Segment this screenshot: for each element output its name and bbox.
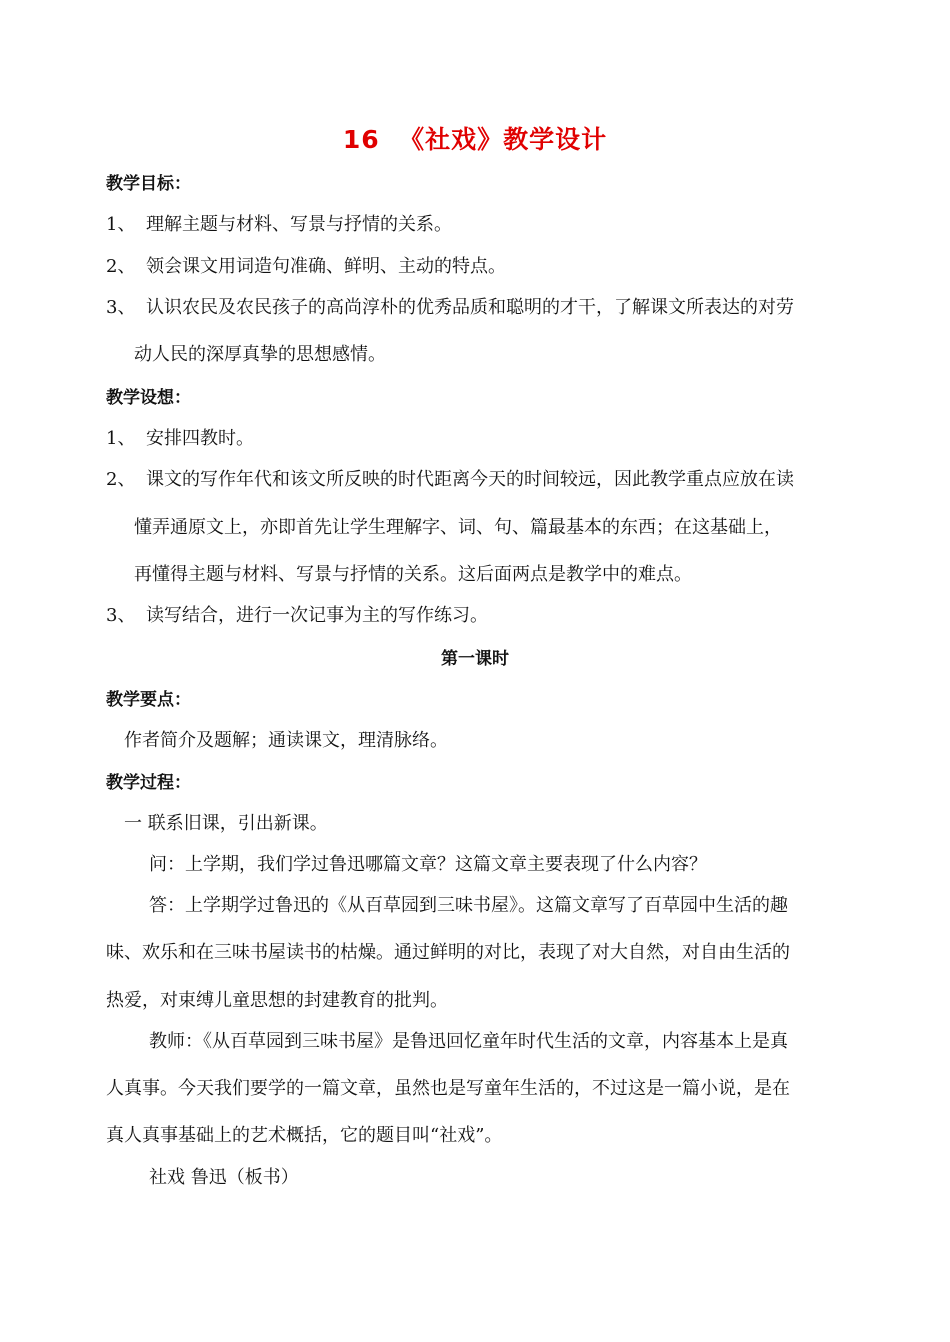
idea-item-1 [106, 427, 254, 451]
goal-number: 2、 [106, 256, 136, 277]
goal-text: 认识农民及农民孩子的高尚淳朴的优秀品质和聪明的才干，了解课文所表达的对劳 [146, 297, 794, 318]
question-text: 问：上学期，我们学过鲁迅哪篇文章？这篇文章主要表现了什么内容？ [149, 854, 707, 875]
goal-number: 1、 [106, 214, 136, 235]
keypoints-heading: 教学要点： [106, 690, 191, 710]
goal-item-2 [106, 255, 506, 279]
answer-line-1: 答：上学期学过鲁迅的《从百草园到三味书屋》。这篇文章写了百草园中生活的趣 [149, 895, 788, 916]
idea-number: 2、 [106, 469, 136, 490]
goal-item-3-continued: 动人民的深厚真挚的思想感情。 [134, 344, 386, 365]
idea-item-2 [106, 468, 794, 492]
goal-number: 3、 [106, 297, 136, 318]
goal-item-3 [106, 296, 794, 320]
idea-item-2-continued-1: 懂弄通原文上，亦即首先让学生理解字、词、句、篇最基本的东西；在这基础上， [134, 517, 782, 538]
idea-text: 安排四教时。 [146, 428, 254, 449]
process-heading: 教学过程： [106, 773, 191, 793]
process-step-1: 一 联系旧课，引出新课。 [124, 813, 328, 834]
idea-item-2-continued-2: 再懂得主题与材料、写景与抒情的关系。这后面两点是教学中的难点。 [134, 564, 692, 585]
teacher-line-2: 人真事。今天我们要学的一篇文章，虽然也是写童年生活的，不过这是一篇小说，是在 [106, 1078, 790, 1099]
ideas-heading: 教学设想： [106, 388, 191, 408]
goals-heading: 教学目标： [106, 174, 191, 194]
idea-text: 读写结合，进行一次记事为主的写作练习。 [146, 605, 488, 626]
answer-line-2: 味、欢乐和在三味书屋读书的枯燥。通过鲜明的对比，表现了对大自然，对自由生活的 [106, 942, 790, 963]
idea-item-3 [106, 604, 488, 628]
keypoints-text: 作者简介及题解；通读课文，理清脉络。 [124, 730, 448, 751]
teacher-line-1: 教师：《从百草园到三味书屋》是鲁迅回忆童年时代生活的文章，内容基本上是真 [149, 1031, 788, 1052]
idea-number: 1、 [106, 428, 136, 449]
idea-number: 3、 [106, 605, 136, 626]
lesson-title: 第一课时 [441, 649, 509, 669]
document-title: 16 《社戏》教学设计 [342, 125, 608, 154]
idea-text: 课文的写作年代和该文所反映的时代距离今天的时间较远，因此教学重点应放在读 [146, 469, 794, 490]
answer-line-3: 热爱，对束缚儿童思想的封建教育的批判。 [106, 990, 448, 1011]
goal-text: 领会课文用词造句准确、鲜明、主动的特点。 [146, 256, 506, 277]
board-note: 社戏 鲁迅（板书） [149, 1167, 299, 1188]
goal-item-1 [106, 213, 452, 237]
goal-text: 理解主题与材料、写景与抒情的关系。 [146, 214, 452, 235]
teacher-line-3: 真人真事基础上的艺术概括，它的题目叫“社戏”。 [106, 1125, 503, 1146]
